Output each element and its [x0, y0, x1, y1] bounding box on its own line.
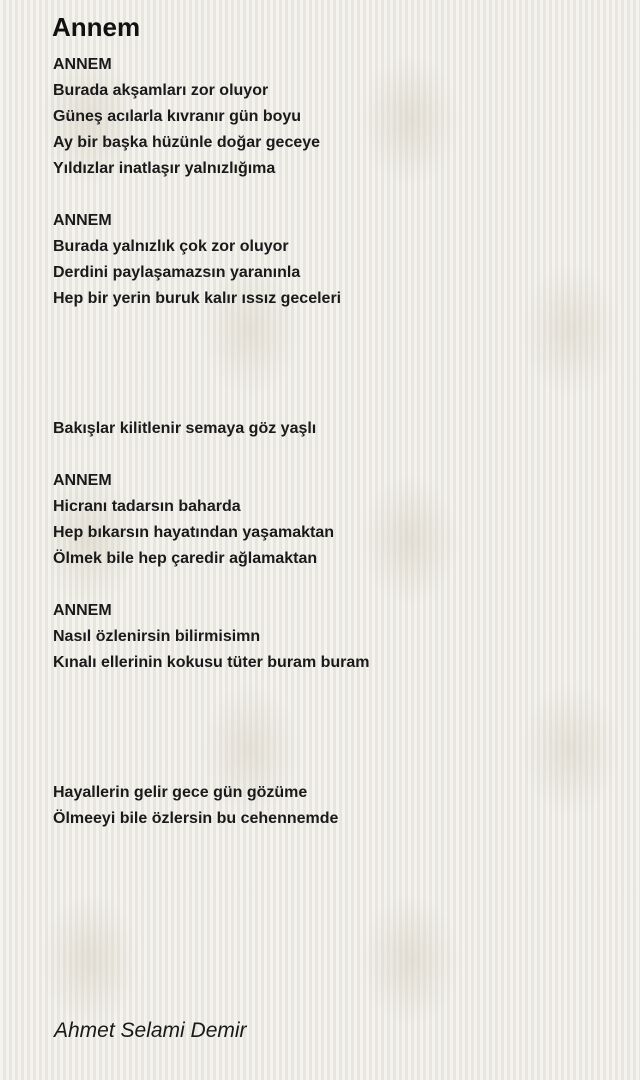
poem-line: Ay bir başka hüzünle doğar geceye: [53, 134, 321, 151]
poem-line: Burada yalnızlık çok zor oluyor: [53, 238, 289, 255]
poem-line: Ölmek bile hep çaredir ağlamaktan: [53, 550, 318, 567]
page-title: Annem: [52, 12, 141, 42]
poem-line: Yıldızlar inatlaşır yalnızlığıma: [53, 160, 276, 177]
poem-line: ANNEM: [53, 602, 112, 619]
poem-line: [53, 182, 613, 208]
poem-body: [53, 52, 613, 832]
poem-line: Hayallerin gelir gece gün gözüme: [53, 784, 308, 801]
poem-line: [53, 442, 613, 468]
poem-line: Ölmeeyi bile özlersin bu cehennemde: [53, 810, 339, 827]
poem-line: Nasıl özlenirsin bilirmisimn: [53, 628, 261, 645]
poem-line: Burada akşamları zor oluyor: [53, 82, 269, 99]
poem-line: [53, 702, 613, 728]
poem-line: ANNEM: [53, 472, 112, 489]
poem-line: Hep bıkarsın hayatından yaşamaktan: [53, 524, 334, 541]
poem-line: [53, 572, 613, 598]
poem-line: Kınalı ellerinin kokusu tüter buram buram: [53, 654, 370, 671]
poem-line: [53, 312, 613, 338]
poem-line: Güneş acılarla kıvranır gün boyu: [53, 108, 302, 125]
poem-line: [53, 728, 613, 754]
poem-line: Hep bir yerin buruk kalır ıssız geceleri: [53, 290, 342, 307]
poem-line: [53, 390, 613, 416]
author-signature: Ahmet Selami Demir: [54, 1019, 247, 1042]
poem-line: Bakışlar kilitlenir semaya göz yaşlı: [53, 420, 317, 437]
poem-line: ANNEM: [53, 56, 112, 73]
poem-line: [53, 338, 613, 364]
poem-line: Hicranı tadarsın baharda: [53, 498, 241, 515]
poem-line: [53, 754, 613, 780]
poem-line: Derdini paylaşamazsın yaranınla: [53, 264, 301, 281]
poem-line: ANNEM: [53, 212, 112, 229]
poem-line: [53, 676, 613, 702]
poem-line: [53, 364, 613, 390]
